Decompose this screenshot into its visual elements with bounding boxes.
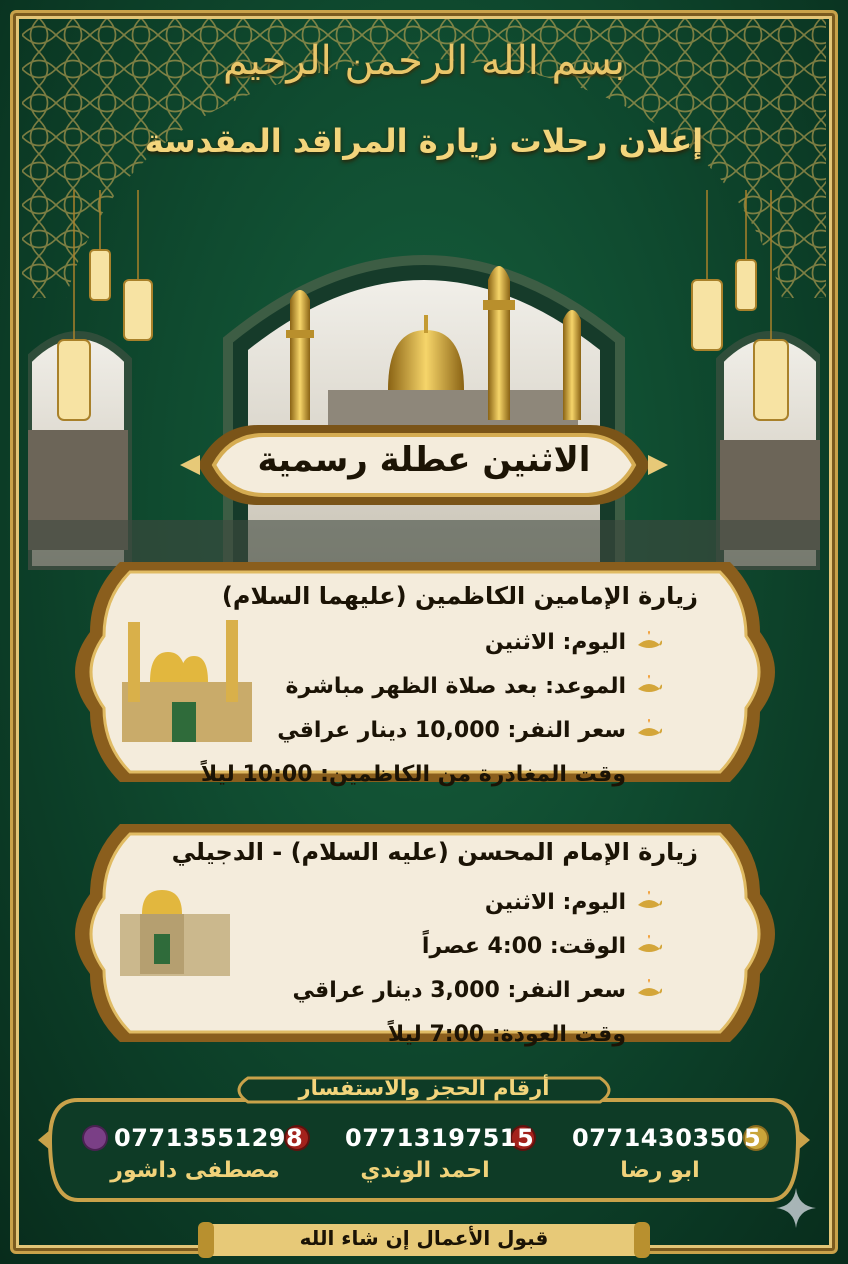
phone-number[interactable]: 07714303505 [572, 1124, 762, 1152]
trip-title: زيارة الإمامين الكاظمين (عليهما السلام) [221, 582, 698, 610]
lamp-icon [636, 891, 662, 913]
trip-departure: وقت المغادرة من الكاظمين: 10:00 ليلاً [200, 761, 626, 787]
contact-name: مصطفى داشور [110, 1158, 280, 1183]
lamp-icon [636, 675, 662, 697]
sparkle-icon [774, 1186, 818, 1230]
lamp-icon [636, 719, 662, 741]
footer-text: قبول الأعمال إن شاء الله [299, 1226, 549, 1250]
lamp-icon [636, 935, 662, 957]
trip-price: سعر النفر: 3,000 دينار عراقي [293, 968, 662, 1012]
contact-name: ابو رضا [620, 1158, 700, 1183]
lamp-icon [636, 979, 662, 1001]
trip-card-dujail [60, 814, 790, 1052]
trip-day: اليوم: الاثنين [201, 620, 662, 664]
trip-details [293, 880, 662, 1056]
trip-time: الموعد: بعد صلاة الظهر مباشرة [201, 664, 662, 708]
trip-return: وقت العودة: 7:00 ليلاً [387, 1021, 626, 1047]
trip-price: سعر النفر: 10,000 دينار عراقي [201, 708, 662, 752]
lamp-icon [636, 631, 662, 653]
trip-title: زيارة الإمام المحسن (عليه السلام) - الدجيلي [171, 838, 698, 866]
trip-card-kadhimiya [60, 552, 790, 792]
holiday-banner-text: الاثنين عطلة رسمية [257, 440, 591, 480]
page-title: إعلان رحلات زيارة المراقد المقدسة [144, 122, 704, 160]
seal-icon [84, 1127, 106, 1149]
basmala: بسم الله الرحمن الرحيم [222, 38, 626, 84]
contact-name: احمد الوندي [360, 1158, 490, 1183]
phone-number[interactable]: 07713197515 [345, 1124, 535, 1152]
trip-day: اليوم: الاثنين [293, 880, 662, 924]
phone-number[interactable]: 07713551298 [114, 1124, 304, 1152]
contact-title: أرقام الحجز والاستفسار [298, 1076, 550, 1100]
trip-time: الوقت: 4:00 عصراً [293, 924, 662, 968]
trip-details [201, 620, 662, 796]
